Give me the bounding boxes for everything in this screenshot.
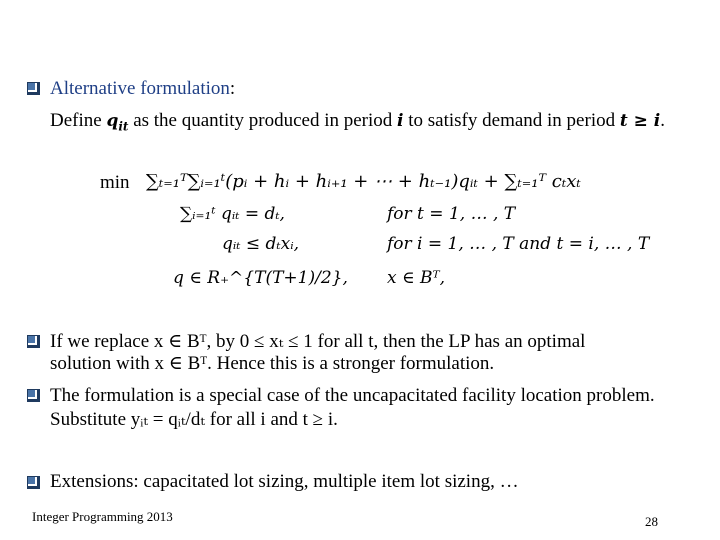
- constraint2-cond: for i = 1, … , T and t = i, … , T: [387, 234, 650, 254]
- section-title: Alternative formulation: [50, 78, 230, 99]
- def-q-sub: it: [118, 119, 129, 134]
- def-text-c: to satisfy demand in period: [403, 110, 620, 131]
- bullet-checkbox-icon: [27, 82, 40, 95]
- def-text-b: as the quantity produced in period: [128, 110, 398, 131]
- bullet2-line1: If we replace x ∈ Bᵀ, by 0 ≤ xₜ ≤ 1 for all t, then the LP has an optimal: [50, 331, 586, 352]
- footer-course-title: Integer Programming 2013: [32, 509, 173, 524]
- bullet-checkbox-icon: [27, 389, 40, 402]
- bullet2-line2: solution with x ∈ Bᵀ. Hence this is a stronger formulation.: [50, 353, 495, 374]
- bullet1-definition-line: [50, 110, 665, 137]
- bullet3-line1: The formulation is a special case of the uncapacitated facility location problem.: [50, 385, 655, 406]
- bullet-checkbox-icon: [27, 476, 40, 489]
- objective-function: ∑ₜ₌₁ᵀ∑ᵢ₌₁ᵗ(pᵢ + hᵢ + hᵢ₊₁ + ⋯ + hₜ₋₁)qᵢₜ + ∑ₜ₌₁ᵀ cₜxₜ: [146, 171, 581, 192]
- def-text-d: .: [660, 110, 666, 131]
- bullet-checkbox-icon: [27, 335, 40, 348]
- def-var-t: t ≥ i: [619, 111, 661, 131]
- constraint1-expr: ∑ᵢ₌₁ᵗ qᵢₜ = dₜ,: [180, 204, 285, 224]
- bullet3-line2: Substitute yᵢₜ = qᵢₜ/dₜ for all i and t ≥ i.: [50, 409, 338, 430]
- section-title-colon: :: [229, 78, 236, 99]
- constraint3-expr: q ∈ R₊^{T(T+1)/2},: [173, 268, 348, 288]
- constraint2-expr: qᵢₜ ≤ dₜxᵢ,: [222, 234, 300, 254]
- bullet4-line1: Extensions: capacitated lot sizing, multiple item lot sizing, …: [50, 471, 519, 492]
- constraint1-cond: for t = 1, … , T: [387, 204, 516, 224]
- def-text-a: Define: [50, 110, 107, 131]
- def-var-q: [106, 111, 129, 134]
- def-q: q: [106, 111, 119, 131]
- page-number: 28: [645, 514, 658, 529]
- bullet1-title-line: [50, 78, 235, 100]
- constraint3-cond: x ∈ Bᵀ,: [387, 268, 446, 288]
- def-var-i: i: [397, 111, 404, 131]
- min-label: min: [100, 172, 130, 193]
